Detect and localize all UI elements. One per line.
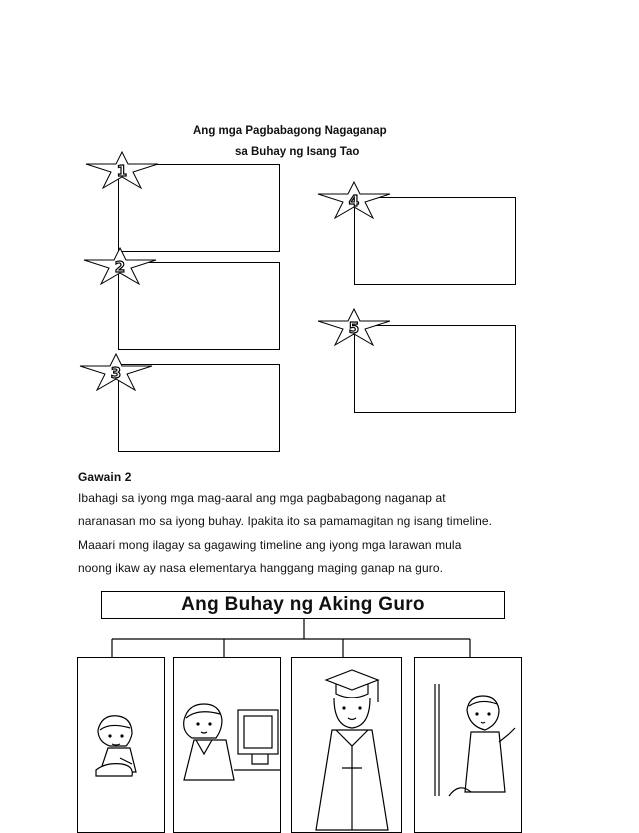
star-number: 4 xyxy=(348,192,360,210)
teacher-board-icon xyxy=(415,658,522,833)
timeline-picture-4 xyxy=(414,657,522,833)
star-number: 3 xyxy=(110,364,122,382)
activity-line-2: naranasan mo sa iyong buhay. Ipakita ito sa pamamagitan ng isang timeline. xyxy=(78,514,493,528)
star-number: 1 xyxy=(116,162,128,180)
student-computer-icon xyxy=(174,658,281,833)
timeline-picture-1 xyxy=(77,657,165,833)
activity-line-3: Maaari mong ilagay sa gagawing timeline ang iyong mga larawan mula xyxy=(78,538,462,552)
timeline-picture-2 xyxy=(173,657,281,833)
star-number: 2 xyxy=(114,258,126,276)
activity-line-4: noong ikaw ay nasa elementarya hanggang maging ganap na guro. xyxy=(78,561,444,575)
page-subtitle: sa Buhay ng Isang Tao xyxy=(235,146,360,158)
activity-line-1: Ibahagi sa iyong mga mag-aaral ang mga pagbabagong naganap at xyxy=(78,491,446,505)
graduate-icon xyxy=(292,658,402,833)
activity-heading: Gawain 2 xyxy=(78,470,132,484)
page-title: Ang mga Pagbabagong Nagaganap xyxy=(193,125,387,137)
timeline-picture-3 xyxy=(291,657,402,833)
timeline-title: Ang Buhay ng Aking Guro xyxy=(181,594,425,615)
child-sitting-icon xyxy=(78,658,165,833)
star-number: 5 xyxy=(348,319,360,337)
